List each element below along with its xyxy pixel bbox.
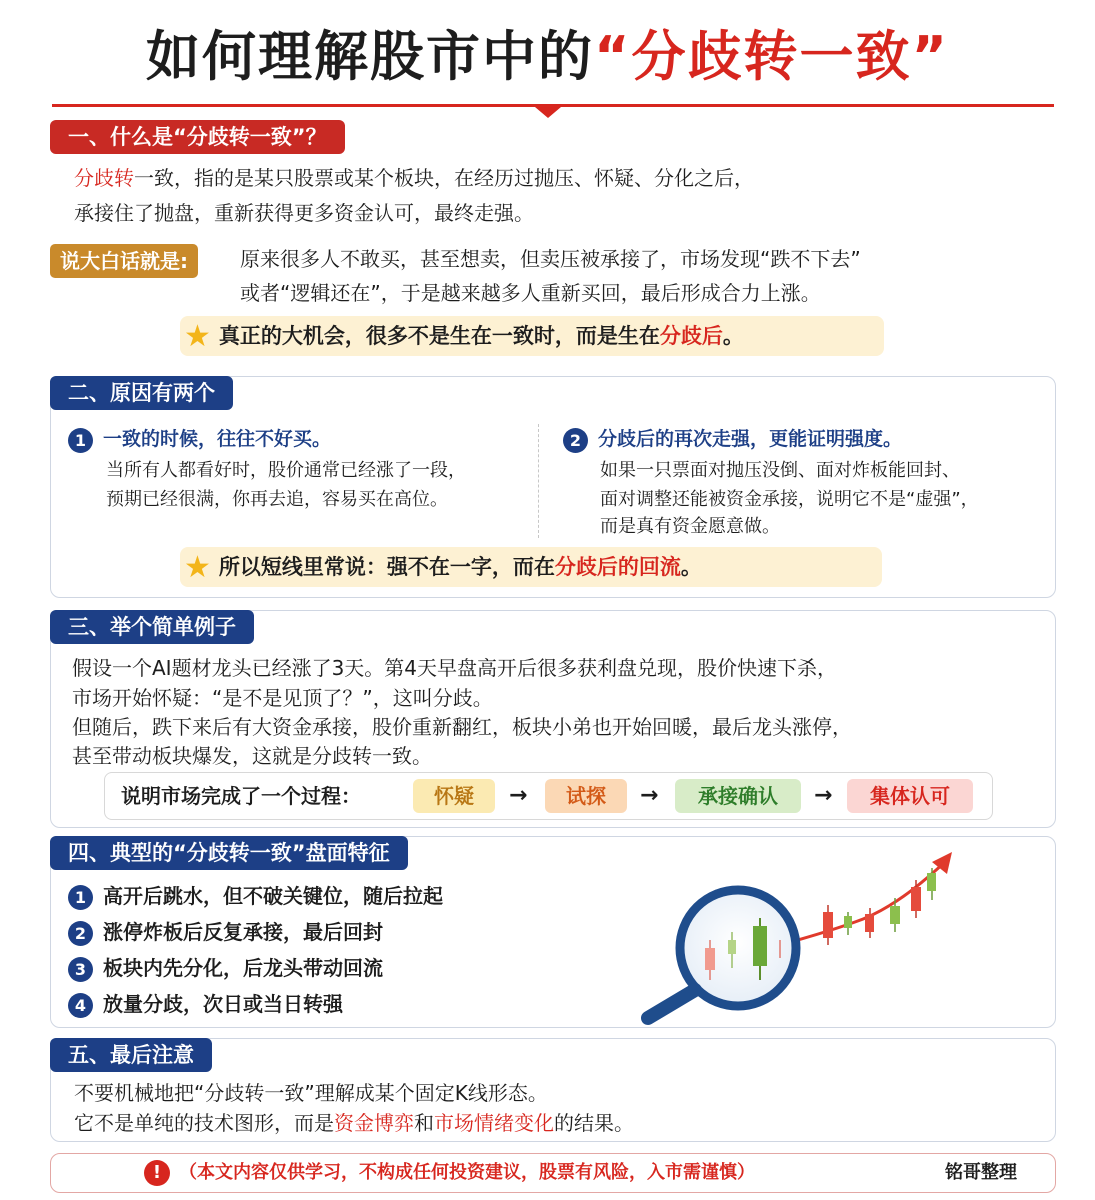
note-red-1: 资金博弈 (334, 1111, 414, 1135)
plain-words-label: 说大白话就是: (50, 244, 198, 278)
title-main: 如何理解股市中的 (146, 25, 594, 88)
page-title (0, 14, 1095, 91)
note-red-2: 市场情绪变化 (434, 1111, 554, 1135)
section-1-tip-red: 分歧后 (659, 324, 723, 348)
note-line-2 (74, 1108, 634, 1138)
example-line-4: 甚至带动板块爆发，这就是分歧转一致。 (72, 744, 432, 768)
candlesticks (823, 868, 936, 945)
feature-text: 高开后跳水，但不破关键位，随后拉起 (103, 884, 443, 908)
note-text: 它不是单纯的技术图形，而是 (74, 1111, 334, 1135)
number-badge: 1 (68, 428, 93, 453)
star-icon: ★ (184, 319, 211, 354)
number-badge: 2 (68, 921, 93, 946)
feature-item-2 (68, 917, 383, 947)
step-consensus: 集体认可 (847, 779, 973, 813)
section-1-line-1 (74, 163, 754, 193)
note-end: 的结果。 (554, 1111, 634, 1135)
section-1-tip (180, 316, 884, 356)
feature-item-3 (68, 953, 383, 983)
reason-1-line-2: 预期已经很满，你再去追，容易买在高位。 (106, 489, 448, 510)
step-confirm: 承接确认 (675, 779, 801, 813)
note-line-1: 不要机械地把“分歧转一致”理解成某个固定K线形态。 (74, 1081, 548, 1105)
section-1-line-1-text: 一致，指的是某只股票或某个板块，在经历过抛压、怀疑、分化之后， (134, 166, 754, 190)
reason-1-title-text: 一致的时候，往往不好买。 (103, 428, 332, 450)
reason-1-line-1: 当所有人都看好时，股价通常已经涨了一段， (106, 460, 466, 481)
number-badge: 3 (68, 957, 93, 982)
feature-item-4 (68, 989, 343, 1019)
star-icon: ★ (184, 550, 211, 585)
step-doubt: 怀疑 (413, 779, 495, 813)
section-1-line-2: 承接住了抛盘，重新获得更多资金认可，最终走强。 (74, 201, 534, 225)
number-badge: 1 (68, 885, 93, 910)
section-2-tip-end: 。 (680, 555, 702, 579)
section-2-label: 二、原因有两个 (50, 376, 233, 410)
section-2-tip-red: 分歧后的回流 (554, 555, 681, 579)
magnifier-candlestick-illustration (620, 840, 960, 1030)
feature-item-1 (68, 881, 443, 911)
reason-2-line-2: 面对调整还能被资金承接，说明它不是“虚强”， (600, 489, 979, 510)
example-line-1: 假设一个AI题材龙头已经涨了3天。第4天早盘高开后很多获利盘兑现，股价快速下杀， (72, 656, 838, 680)
reason-2-title-text: 分歧后的再次走强，更能证明强度。 (598, 428, 903, 450)
arrow-icon: → (509, 783, 528, 808)
plain-words-line-2: 或者“逻辑还在”，于是越来越多人重新买回，最后形成合力上涨。 (240, 281, 821, 305)
section-1-tip-end: 。 (722, 324, 744, 348)
note-and: 和 (414, 1111, 434, 1135)
reason-2-title (563, 424, 902, 453)
feature-text: 涨停炸板后反复承接，最后回封 (103, 920, 383, 944)
arrow-icon: → (814, 783, 833, 808)
magnifier-handle (648, 990, 695, 1018)
disclaimer-text: （本文内容仅供学习，不构成任何投资建议，股票有风险，入市需谨慎） (179, 1162, 755, 1183)
section-1-tip-text: 真正的大机会，很多不是生在一致时，而是生在 (218, 324, 660, 348)
section-1-red-term: 分歧转 (74, 166, 134, 190)
title-notch (535, 107, 561, 118)
reason-2-line-1: 如果一只票面对抛压没倒、面对炸板能回封、 (600, 460, 960, 481)
feature-text: 放量分歧，次日或当日转强 (103, 992, 343, 1016)
example-line-2: 市场开始怀疑：“是不是见顶了？”，这叫分歧。 (72, 686, 493, 710)
process-label: 说明市场完成了一个过程： (121, 784, 361, 808)
section-3-label: 三、举个简单例子 (50, 610, 254, 644)
reason-1-title (68, 424, 331, 453)
reason-2-line-3: 而是真有资金愿意做。 (600, 516, 780, 537)
step-probe: 试探 (545, 779, 627, 813)
section-4-label: 四、典型的“分歧转一致”盘面特征 (50, 836, 408, 870)
reason-divider (538, 424, 539, 538)
section-2-tip (180, 547, 882, 587)
section-2-tip-text: 所以短线里常说：强不在一字，而在 (218, 555, 555, 579)
feature-text: 板块内先分化，后龙头带动回流 (103, 956, 383, 980)
section-5-label: 五、最后注意 (50, 1038, 212, 1072)
arrow-icon: → (640, 783, 659, 808)
process-bar (104, 772, 993, 820)
title-highlight: “分歧转一致” (594, 25, 949, 88)
example-line-3: 但随后，跌下来后有大资金承接，股价重新翻红，板块小弟也开始回暖，最后龙头涨停， (72, 715, 852, 739)
number-badge: 2 (563, 428, 588, 453)
warning-icon: ! (144, 1160, 170, 1186)
number-badge: 4 (68, 993, 93, 1018)
plain-words-line-1: 原来很多人不敢买，甚至想卖，但卖压被承接了，市场发现“跌不下去” (240, 247, 861, 271)
author-credit: 铭哥整理 (945, 1162, 1017, 1183)
disclaimer-bar (50, 1153, 1056, 1193)
section-1-label: 一、什么是“分歧转一致”？ (50, 120, 345, 154)
